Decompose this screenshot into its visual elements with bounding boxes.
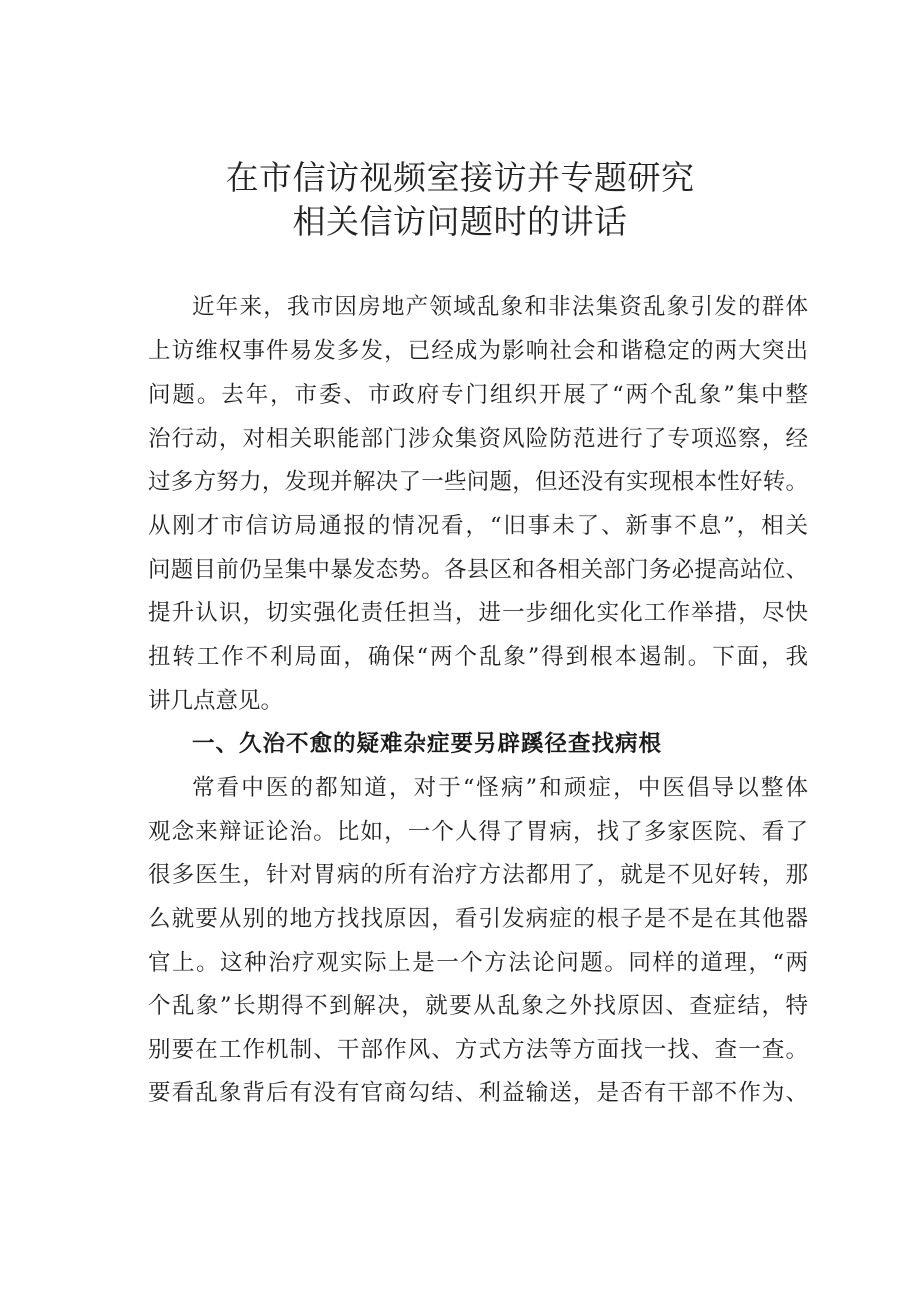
section-1-heading: 一、久治不愈的疑难杂症要另辟蹊径查找病根 [192, 731, 663, 757]
intro-line: 过多方努力，发现并解决了一些问题，但还没有实现根本性好转。 [148, 469, 808, 495]
intro-line: 扭转工作不利局面，确保“两个乱象”得到根本遏制。下面，我 [148, 644, 808, 670]
section-line: 官上。这种治疗观实际上是一个方法论问题。同样的道理，“两 [148, 950, 808, 976]
section-line: 观念来辩证论治。比如，一个人得了胃病，找了多家医院、看了 [148, 819, 808, 845]
section-line: 个乱象”长期得不到解决，就要从乱象之外找原因、查症结，特 [148, 993, 808, 1019]
intro-line: 问题。去年，市委、市政府专门组织开展了“两个乱象”集中整 [148, 382, 808, 408]
intro-line: 近年来，我市因房地产领域乱象和非法集资乱象引发的群体 [192, 294, 808, 320]
section-line: 要看乱象背后有没有官商勾结、利益输送，是否有干部不作为、 [148, 1080, 808, 1106]
intro-line: 问题目前仍呈集中暴发态势。各县区和各相关部门务必提高站位、 [148, 557, 808, 583]
section-line: 别要在工作机制、干部作风、方式方法等方面找一找、查一查。 [148, 1037, 808, 1063]
intro-line: 上访维权事件易发多发，已经成为影响社会和谐稳定的两大突出 [148, 338, 808, 364]
section-line: 么就要从别的地方找找原因，看引发病症的根子是不是在其他器 [148, 906, 808, 932]
section-line: 常看中医的都知道，对于“怪病”和顽症，中医倡导以整体 [192, 775, 808, 801]
intro-line: 治行动，对相关职能部门涉众集资风险防范进行了专项巡察，经 [148, 426, 808, 452]
section-line: 很多医生，针对胃病的所有治疗方法都用了，就是不见好转，那 [148, 862, 808, 888]
intro-line: 讲几点意见。 [148, 688, 284, 714]
intro-line: 提升认识，切实强化责任担当，进一步细化实化工作举措，尽快 [148, 600, 808, 626]
intro-line: 从刚才市信访局通报的情况看，“旧事未了、新事不息”，相关 [148, 513, 808, 539]
document-title-line-2: 相关信访问题时的讲话 [292, 202, 628, 241]
document-title-line-1: 在市信访视频室接访并专题研究 [225, 158, 695, 197]
